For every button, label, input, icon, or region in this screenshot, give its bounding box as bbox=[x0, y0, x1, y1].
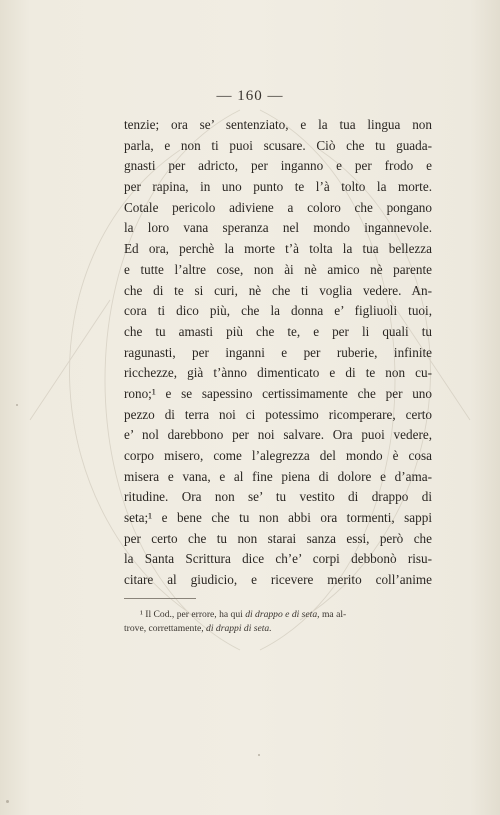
footnote-line bbox=[124, 622, 432, 636]
text-line: la loro vana speranza nel mondo ingannevole. bbox=[124, 220, 432, 236]
text-line: corpo misero, come l’alegrezza del mondo è cosa bbox=[124, 448, 432, 463]
text-line: parla, e non ti puoi scusare. Ciò che tu guada- bbox=[124, 137, 432, 153]
text-line: misera e vana, e al fine piena di dolore e d’ama- bbox=[124, 468, 432, 484]
paper-speck bbox=[6, 800, 9, 803]
text-line: per rapina, in uno punto te l’à tolto la morte. bbox=[124, 179, 432, 195]
page-number: — 160 — bbox=[216, 88, 284, 104]
footnote bbox=[124, 608, 432, 636]
text-line: Cotale pericolo adiviene a coloro che pongano bbox=[124, 199, 432, 215]
text-line: e’ nol darebbono per noi salvare. Ora puoi vedere, bbox=[124, 427, 432, 443]
text-line: che tu amasti più che te, e per li quali tu bbox=[124, 323, 432, 339]
text-line: seta;¹ e bene che tu non abbi ora tormenti, sappi bbox=[124, 510, 432, 526]
text-line: cora ti dico più, che la donna e’ figliuoli tuoi, bbox=[124, 303, 432, 319]
footnote-line bbox=[124, 608, 432, 622]
footnote-text: ma al- bbox=[319, 609, 347, 620]
text-line: Ed ora, perchè la morte t’à tolta la tua bellezza bbox=[124, 241, 432, 257]
text-line: pezzo di terra noi ci potessimo ricomperare, certo bbox=[124, 406, 432, 422]
text-line: ragunasti, per inganni e per ruberie, infinite bbox=[124, 344, 432, 360]
text-line: tenzie; ora se’ sentenziato, e la tua lingua non bbox=[124, 117, 432, 132]
text-line: citare al giudicio, e ricevere merito coll’anime bbox=[124, 572, 432, 588]
text-line: la Santa Scrittura dice ch’e’ corpi debbonò risu- bbox=[124, 551, 432, 567]
footnote-marker: ¹ Il Cod., bbox=[140, 609, 175, 620]
footnote-italic: di drappo e di seta, bbox=[245, 609, 320, 620]
text-line: per certo che tu non starai sanza essi, però che bbox=[124, 530, 432, 546]
text-line: gnasti per adricto, per inganno e per frodo e bbox=[124, 158, 432, 174]
text-line: rono;¹ e se sapessino certissimamente che per uno bbox=[124, 385, 432, 401]
text-line: ricchezze, già t’ànno dimenticato e di te non cu- bbox=[124, 365, 432, 381]
text-line: che di te si curi, nè che ti voglia vedere. An- bbox=[124, 282, 432, 298]
footnote-text: trove, correttamente, bbox=[124, 623, 207, 634]
paper-speck bbox=[258, 754, 260, 756]
text-line: e tutte l’altre cose, non ài nè amico nè parente bbox=[124, 261, 432, 277]
paper-speck bbox=[16, 404, 18, 406]
text-line: ritudine. Ora non se’ tu vestito di drappo di bbox=[124, 489, 432, 505]
footnote-text: per errore, ha qui bbox=[174, 609, 246, 620]
footnote-rule bbox=[124, 598, 196, 599]
body-text bbox=[124, 115, 432, 591]
footnote-italic: di drappi di seta. bbox=[206, 623, 272, 634]
